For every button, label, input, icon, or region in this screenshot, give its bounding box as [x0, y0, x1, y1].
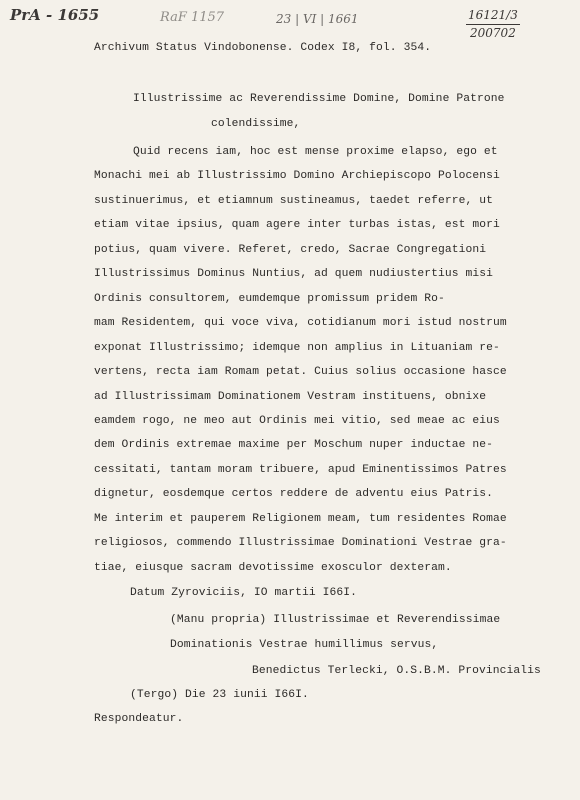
body-line: eamdem rogo, ne meo aut Ordinis mei vitio, sed meae ac eius: [94, 415, 500, 427]
handwritten-date-annotation: 23 | VI | 1661: [276, 12, 359, 26]
body-line: Me interim et pauperem Religionem meam, tum residentes Romae: [94, 513, 507, 525]
body-line: religiosos, commendo Illustrissimae Dominationi Vestrae gra-: [94, 537, 507, 549]
tergo-line: (Tergo) Die 23 iunii I66I.: [130, 689, 309, 701]
body-line: vertens, recta iam Romam petat. Cuius solius occasione hasce: [94, 366, 507, 378]
body-line: Illustrissimus Dominus Nuntius, ad quem nudiustertius misi: [94, 268, 493, 280]
body-line: cessitati, tantam moram tribuere, apud Eminentissimos Patres: [94, 464, 507, 476]
body-line: Ordinis consultorem, eumdemque promissum pridem Ro-: [94, 293, 445, 305]
closing-line-1: (Manu propria) Illustrissimae et Reverendissimae: [170, 614, 501, 626]
salutation-line-1: Illustrissime ac Reverendissime Domine, Domine Patrone: [133, 93, 505, 105]
body-line: etiam vitae ipsius, quam agere inter turbas istas, est mori: [94, 219, 500, 231]
body-line: mam Residentem, qui voce viva, cotidianum mori istud nostrum: [94, 317, 507, 329]
body-line: dignetur, eosdemque certos reddere de adventu eius Patris.: [94, 488, 493, 500]
closing-line-2: Dominationis Vestrae humillimus servus,: [170, 639, 439, 651]
body-line: dem Ordinis extremae maxime per Moschum nuper inductae ne-: [94, 439, 493, 451]
respondeatur-line: Respondeatur.: [94, 713, 184, 725]
body-line: tiae, eiusque sacram devotissime exosculor dexteram.: [94, 562, 452, 574]
archive-header: Archivum Status Vindobonense. Codex I8, fol. 354.: [94, 42, 432, 54]
signature-line: Benedictus Terlecki, O.S.B.M. Provincialis: [252, 665, 541, 677]
body-line: ad Illustrissimam Dominationem Vestram instituens, obnixe: [94, 391, 487, 403]
date-line: Datum Zyroviciis, IO martii I66I.: [130, 587, 358, 599]
body-line: potius, quam vivere. Referet, credo, Sacrae Congregationi: [94, 244, 487, 256]
salutation-line-2: colendissime,: [211, 118, 301, 130]
archive-number-bottom: 200702: [470, 26, 516, 40]
faint-stamp-annotation: RaF 1157: [160, 10, 225, 25]
archive-number-top: 16121/3: [466, 7, 520, 25]
body-line: sustinuerimus, et etiamnum sustineamus, taedet referre, ut: [94, 195, 493, 207]
body-line: exponat Illustrissimo; idemque non amplius in Lituaniam re-: [94, 342, 500, 354]
body-line: Quid recens iam, hoc est mense proxime elapso, ego et: [133, 146, 498, 158]
body-line: Monachi mei ab Illustrissimo Domino Archiepiscopo Polocensi: [94, 170, 500, 182]
handwritten-reference-number: PrA - 1655: [10, 6, 100, 24]
archive-number: [466, 7, 520, 42]
